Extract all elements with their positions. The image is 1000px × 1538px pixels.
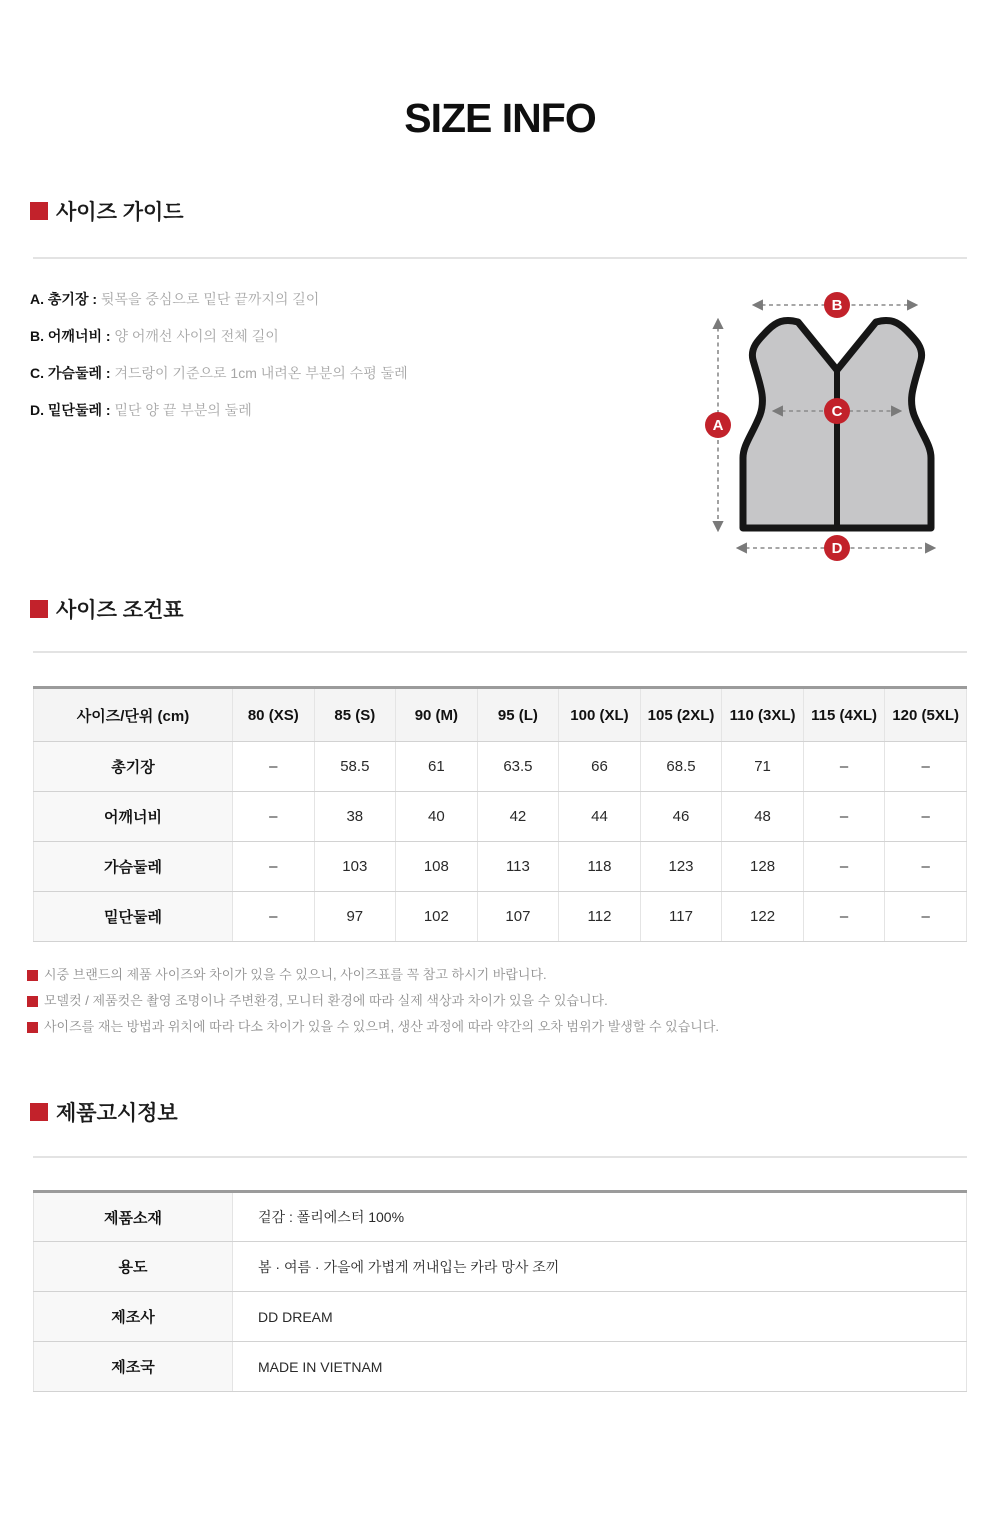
- table-row-manufacturer: [34, 1292, 967, 1342]
- divider: [33, 651, 967, 653]
- size-cell: –: [803, 842, 885, 892]
- size-col-header: 85 (S): [314, 688, 396, 742]
- size-cell: –: [803, 892, 885, 942]
- size-cell: 71: [722, 742, 804, 792]
- table-row-usage: [34, 1242, 967, 1292]
- guide-item-a: [30, 288, 408, 310]
- info-row-value: MADE IN VIETNAM: [233, 1342, 967, 1392]
- size-col-header: 90 (M): [396, 688, 478, 742]
- size-cell: 108: [396, 842, 478, 892]
- size-cell: 42: [477, 792, 559, 842]
- section-title: 제품고시정보: [56, 1102, 178, 1125]
- size-cell: 48: [722, 792, 804, 842]
- note-text: 모델컷 / 제품컷은 촬영 조명이나 주변환경, 모니터 환경에 따라 실제 색상과 차이가 있을 수 있습니다.: [44, 993, 608, 1008]
- product-info-table: [33, 1190, 967, 1392]
- badge-a-label: A: [712, 417, 724, 434]
- table-row-country: [34, 1342, 967, 1392]
- size-col-header: 120 (5XL): [885, 688, 967, 742]
- size-cell: 107: [477, 892, 559, 942]
- table-row-shoulder-width: [34, 792, 967, 842]
- size-chart-header-row: [34, 688, 967, 742]
- section-header-size-guide: [30, 196, 184, 226]
- red-square-bullet: [27, 996, 38, 1007]
- red-square-bullet: [30, 1103, 48, 1121]
- size-cell: 117: [640, 892, 722, 942]
- size-cell: 103: [314, 842, 396, 892]
- size-cell: –: [803, 792, 885, 842]
- note-text: 시중 브랜드의 제품 사이즈와 차이가 있을 수 있으니, 사이즈표를 꼭 참고 하시기 바랍니다.: [44, 967, 547, 982]
- size-cell: 61: [396, 742, 478, 792]
- size-cell: –: [233, 742, 315, 792]
- size-cell: –: [885, 892, 967, 942]
- size-col-header: 80 (XS): [233, 688, 315, 742]
- red-square-bullet: [27, 970, 38, 981]
- info-row-value: 겉감 : 폴리에스터 100%: [233, 1192, 967, 1242]
- size-cell: –: [233, 792, 315, 842]
- size-cell: 63.5: [477, 742, 559, 792]
- table-row-hem: [34, 892, 967, 942]
- size-cell: 97: [314, 892, 396, 942]
- vest-shape: [743, 320, 931, 530]
- guide-label: C. 가슴둘레 :: [30, 365, 111, 381]
- size-cell: 44: [559, 792, 641, 842]
- size-row-label: 총기장: [34, 742, 233, 792]
- size-row-label: 밑단둘레: [34, 892, 233, 942]
- size-cell: 68.5: [640, 742, 722, 792]
- badge-c-label: C: [831, 403, 843, 420]
- size-cell: 118: [559, 842, 641, 892]
- page-title: SIZE INFO: [404, 95, 596, 141]
- section-title: 사이즈 조건표: [56, 599, 184, 622]
- info-row-label: 제품소재: [34, 1192, 233, 1242]
- size-cell: –: [803, 742, 885, 792]
- guide-label: A. 총기장 :: [30, 291, 98, 307]
- guide-desc: 양 어깨선 사이의 전체 길이: [114, 328, 279, 344]
- size-cell: 38: [314, 792, 396, 842]
- vest-measurement-diagram: [680, 280, 1000, 580]
- guide-item-c: [30, 362, 408, 384]
- note-item: [27, 966, 719, 984]
- size-cell: 46: [640, 792, 722, 842]
- table-row-total-length: [34, 742, 967, 792]
- info-row-label: 용도: [34, 1242, 233, 1292]
- size-cell: 128: [722, 842, 804, 892]
- guide-label: D. 밑단둘레 :: [30, 402, 111, 418]
- size-row-label: 어깨너비: [34, 792, 233, 842]
- info-row-label: 제조국: [34, 1342, 233, 1392]
- size-col-header: 105 (2XL): [640, 688, 722, 742]
- info-row-label: 제조사: [34, 1292, 233, 1342]
- note-item: [27, 1018, 719, 1036]
- info-row-value: 봄 · 여름 · 가을에 가볍게 꺼내입는 카라 망사 조끼: [233, 1242, 967, 1292]
- size-cell: –: [885, 842, 967, 892]
- size-cell: –: [885, 792, 967, 842]
- notes-list: [27, 966, 719, 1036]
- size-guide-list: [30, 288, 408, 421]
- info-row-value: DD DREAM: [233, 1292, 967, 1342]
- badge-b-label: B: [831, 297, 843, 314]
- size-cell: –: [233, 842, 315, 892]
- badge-d-label: D: [831, 540, 843, 557]
- size-cell: –: [233, 892, 315, 942]
- guide-item-d: [30, 399, 408, 421]
- size-col-header: 100 (XL): [559, 688, 641, 742]
- table-row-material: [34, 1192, 967, 1242]
- guide-label: B. 어깨너비 :: [30, 328, 111, 344]
- guide-desc: 밑단 양 끝 부분의 둘레: [114, 402, 252, 418]
- size-col-header: 95 (L): [477, 688, 559, 742]
- size-row-label: 가슴둘레: [34, 842, 233, 892]
- guide-desc: 뒷목을 중심으로 밑단 끝까지의 길이: [100, 291, 320, 307]
- guide-desc: 겨드랑이 기준으로 1cm 내려온 부분의 수평 둘레: [114, 365, 408, 381]
- size-cell: 102: [396, 892, 478, 942]
- section-header-product-info: [30, 1097, 178, 1127]
- section-title: 사이즈 가이드: [56, 201, 184, 224]
- size-cell: 122: [722, 892, 804, 942]
- red-square-bullet: [30, 202, 48, 220]
- size-cell: 113: [477, 842, 559, 892]
- section-header-size-chart: [30, 594, 184, 624]
- size-cell: 66: [559, 742, 641, 792]
- size-chart-table: [33, 686, 967, 942]
- note-item: [27, 992, 719, 1010]
- table-row-chest: [34, 842, 967, 892]
- size-cell: 112: [559, 892, 641, 942]
- note-text: 사이즈를 재는 방법과 위치에 따라 다소 차이가 있을 수 있으며, 생산 과정에 따라 약간의 오차 범위가 발생할 수 있습니다.: [44, 1019, 720, 1034]
- size-col-header: 115 (4XL): [803, 688, 885, 742]
- size-cell: 40: [396, 792, 478, 842]
- divider: [33, 257, 967, 259]
- size-cell: 123: [640, 842, 722, 892]
- red-square-bullet: [30, 600, 48, 618]
- guide-item-b: [30, 325, 408, 347]
- size-col-header: 110 (3XL): [722, 688, 804, 742]
- size-cell: 58.5: [314, 742, 396, 792]
- red-square-bullet: [27, 1022, 38, 1033]
- size-col-header: 사이즈/단위 (cm): [34, 688, 233, 742]
- size-cell: –: [885, 742, 967, 792]
- divider: [33, 1156, 967, 1158]
